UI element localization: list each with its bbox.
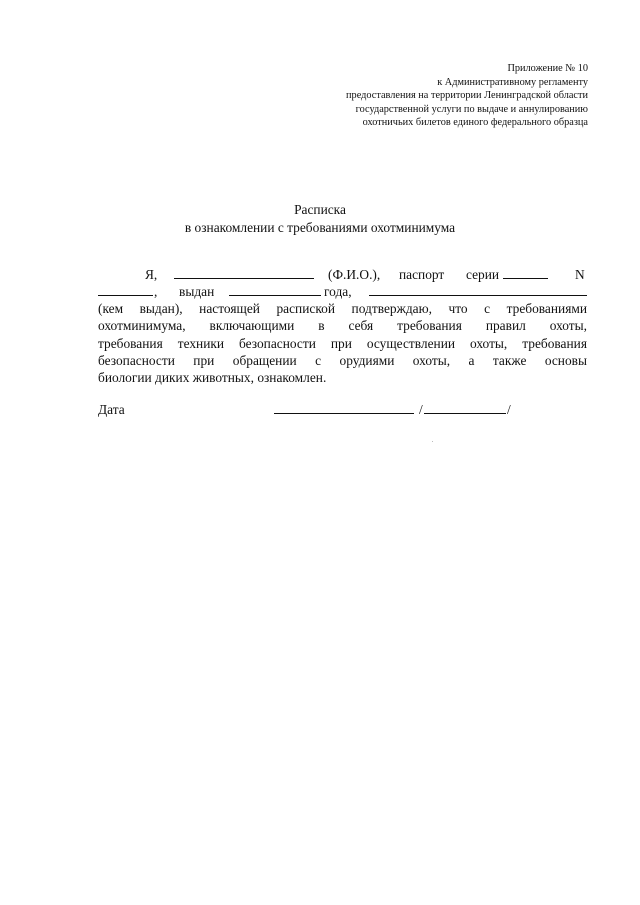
issued-by-field[interactable] bbox=[369, 283, 587, 296]
scan-speck bbox=[432, 441, 433, 442]
paragraph-line: требования техники безопасности при осуществлении охоты, требования bbox=[98, 335, 587, 351]
year-label: года, bbox=[324, 284, 352, 299]
passport-line bbox=[98, 283, 587, 301]
appendix-number: Приложение № 10 bbox=[507, 63, 588, 74]
signature-row bbox=[98, 401, 587, 419]
appendix-regulation: к Административному регламенту bbox=[437, 76, 588, 88]
comma-text: , bbox=[154, 284, 158, 299]
issued-label: выдан bbox=[179, 284, 215, 299]
date-label: Дата bbox=[98, 402, 125, 417]
appendix-header bbox=[346, 62, 588, 130]
paragraph-line: безопасности при обращении с орудиями охоты, а также основы bbox=[98, 352, 587, 368]
paragraph-line: биологии диких животных, ознакомлен. bbox=[98, 370, 327, 386]
signature-name-field[interactable] bbox=[424, 401, 506, 414]
declaration-paragraph bbox=[98, 300, 587, 386]
passport-number-field[interactable] bbox=[98, 283, 153, 296]
issue-date-field[interactable] bbox=[229, 283, 321, 296]
slash-separator: / bbox=[419, 402, 423, 417]
ya-text: Я, bbox=[145, 267, 158, 282]
title-main: Расписка bbox=[294, 202, 346, 217]
document-title bbox=[0, 201, 640, 237]
appendix-territory: предоставления на территории Ленинградской области bbox=[346, 90, 588, 102]
paragraph-line: (кем выдан), настоящей распиской подтверждаю, что с требованиями bbox=[98, 301, 587, 316]
slash-separator: / bbox=[507, 402, 511, 417]
title-subtitle: в ознакомлении с требованиями охотминимума bbox=[184, 220, 456, 235]
series-label: серии bbox=[466, 267, 500, 282]
declarant-line bbox=[98, 266, 587, 284]
appendix-tickets: охотничьих билетов единого федерального образца bbox=[362, 117, 588, 129]
paragraph-line: охотминимума, включающими в себя требования правил охоты, bbox=[98, 318, 587, 334]
passport-series-field[interactable] bbox=[503, 266, 548, 279]
fio-label: (Ф.И.О.), bbox=[328, 267, 381, 282]
number-label: N bbox=[575, 267, 585, 282]
signature-field[interactable] bbox=[274, 401, 414, 414]
appendix-service: государственной услуги по выдаче и аннулированию bbox=[355, 103, 588, 115]
passport-label: паспорт bbox=[399, 267, 445, 282]
fio-field[interactable] bbox=[174, 266, 314, 279]
